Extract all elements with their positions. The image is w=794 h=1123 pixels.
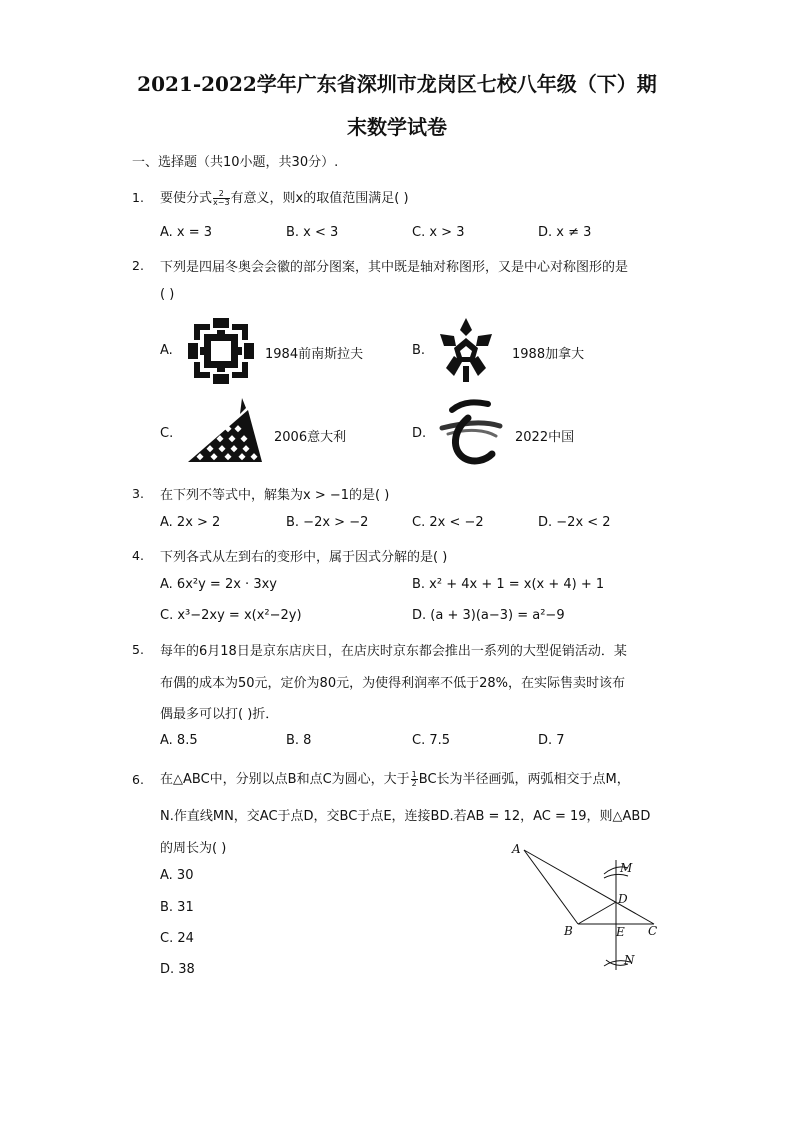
question-stem-cont: ( ) xyxy=(160,287,175,302)
fraction: $\frac{1}{2}$ xyxy=(411,770,417,788)
label-c: C xyxy=(648,924,658,938)
label-d: D xyxy=(618,892,628,906)
question-stem: 下列是四届冬奥会会徽的部分图案，其中既是轴对称图形，又是中心对称图形的是 xyxy=(160,260,629,275)
option-b[interactable]: B. 31 xyxy=(160,900,194,915)
label-a: A xyxy=(512,842,521,856)
option-b[interactable]: B. x < 3 xyxy=(286,225,339,240)
sarajevo-emblem-image xyxy=(186,316,256,386)
question-number: 3. xyxy=(132,486,144,501)
option-c[interactable]: C. 2x < −2 xyxy=(412,515,484,530)
label-b: B xyxy=(564,924,573,938)
caption-1988: 1988加拿大 xyxy=(512,347,585,362)
beijing-emblem-image xyxy=(438,398,504,466)
calgary-emblem-image xyxy=(436,316,496,384)
option-d[interactable]: D. x ≠ 3 xyxy=(538,225,592,240)
option-a[interactable]: A. 6x²y = 2x · 3xy xyxy=(160,577,277,592)
label-n: N xyxy=(624,953,635,967)
exam-title-line2: 末数学试卷 xyxy=(347,115,447,139)
option-a[interactable]: A. x = 3 xyxy=(160,225,213,240)
option-d[interactable]: D. xyxy=(412,426,427,441)
question-number: 5. xyxy=(132,642,144,657)
option-c[interactable]: C. x³−2xy = x(x²−2y) xyxy=(160,608,302,623)
question-stem-line: 的周长为( ) xyxy=(160,841,227,856)
option-d[interactable]: D. 7 xyxy=(538,733,565,748)
caption-1984: 1984前南斯拉夫 xyxy=(265,347,364,362)
question-stem-line: 每年的6月18日是京东店庆日，在店庆时京东都会推出一系列的大型促销活动．某 xyxy=(160,644,627,659)
option-c[interactable]: C. xyxy=(160,426,174,441)
option-d[interactable]: D. −2x < 2 xyxy=(538,515,611,530)
option-c[interactable]: C. 7.5 xyxy=(412,733,451,748)
option-c[interactable]: C. x > 3 xyxy=(412,225,465,240)
exam-title-line1: 2021-2022学年广东省深圳市龙岗区七校八年级（下）期 xyxy=(137,72,657,96)
section-heading: 一、选择题（共10小题，共30分）. xyxy=(132,155,339,170)
triangle-figure xyxy=(508,838,668,983)
question-number: 1. xyxy=(132,190,144,205)
caption-2022: 2022中国 xyxy=(515,430,575,445)
option-b[interactable]: B. xyxy=(412,343,426,358)
question-stem-line: 布偶的成本为50元，定价为80元，为使得利润率不低于28%，在实际售卖时该布 xyxy=(160,676,625,691)
label-m: M xyxy=(620,861,633,875)
option-b[interactable]: B. x² + 4x + 1 = x(x + 4) + 1 xyxy=(412,577,605,592)
option-a[interactable]: A. 2x > 2 xyxy=(160,515,221,530)
option-b[interactable]: B. 8 xyxy=(286,733,312,748)
question-stem: 下列各式从左到右的变形中，属于因式分解的是( ) xyxy=(160,550,448,565)
option-d[interactable]: D. (a + 3)(a−3) = a²−9 xyxy=(412,608,565,623)
question-stem-line: N.作直线MN，交AC于点D，交BC于点E，连接BD.若AB = 12，AC = 19，则△ABD xyxy=(160,809,651,824)
question-stem: 在下列不等式中，解集为x > −1的是( ) xyxy=(160,488,390,503)
question-stem-line: 偶最多可以打( )折． xyxy=(160,707,279,722)
label-e: E xyxy=(616,925,625,939)
turin-emblem-image xyxy=(186,396,266,466)
option-a[interactable]: A. 30 xyxy=(160,868,194,883)
question-stem-line: 在△ABC中，分别以点B和点C为圆心，大于 $\frac{1}{2}$ BC长为半径画弧，两弧相交于点M， xyxy=(160,770,630,788)
option-a[interactable]: A. xyxy=(160,343,173,358)
question-stem: 要使分式 $\frac{2}{x-3}$ 有意义，则x的取值范围满足( ) xyxy=(160,189,409,207)
option-a[interactable]: A. 8.5 xyxy=(160,733,198,748)
option-d[interactable]: D. 38 xyxy=(160,962,195,977)
question-number: 4. xyxy=(132,548,144,563)
caption-2006: 2006意大利 xyxy=(274,430,347,445)
question-number: 6. xyxy=(132,772,144,787)
option-b[interactable]: B. −2x > −2 xyxy=(286,515,369,530)
fraction: $\frac{2}{x-3}$ xyxy=(213,189,230,207)
question-number: 2. xyxy=(132,258,144,273)
option-c[interactable]: C. 24 xyxy=(160,931,194,946)
